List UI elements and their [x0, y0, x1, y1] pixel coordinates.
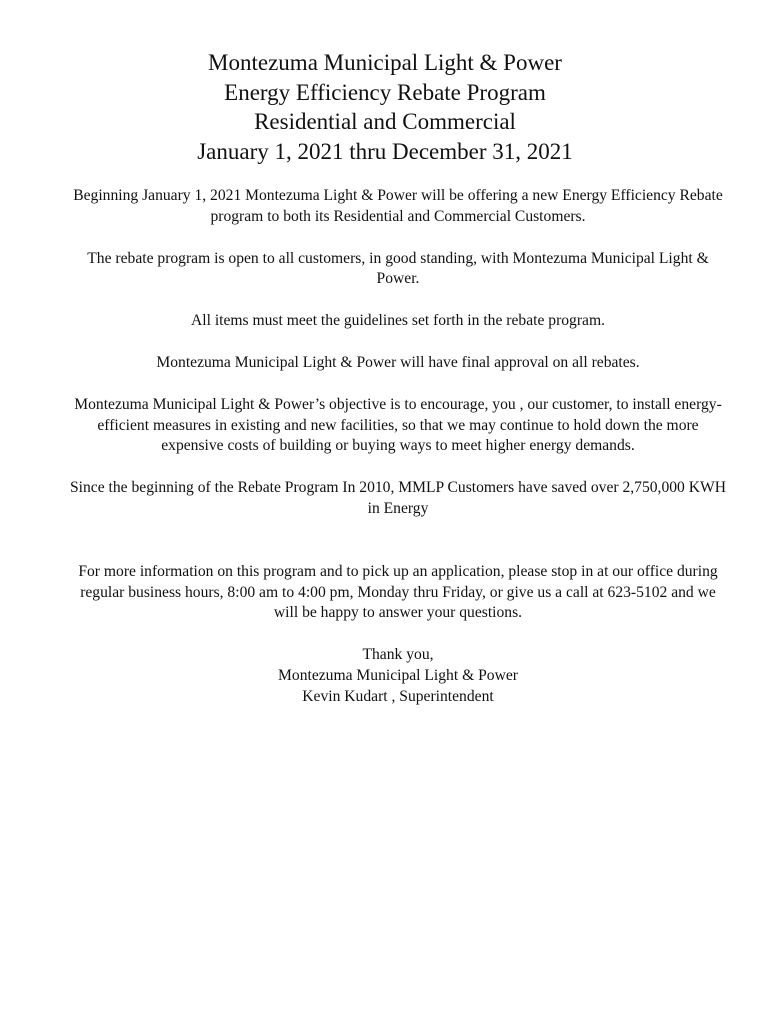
- intro-paragraph: Beginning January 1, 2021 Montezuma Light & Power will be offering a new Energy Efficiency Rebate program to both its Residential and Commercial Customers.: [73, 187, 723, 225]
- approval-paragraph: Montezuma Municipal Light & Power will have final approval on all rebates.: [156, 353, 640, 371]
- signature-block: [70, 645, 726, 707]
- header-organization: Montezuma Municipal Light & Power: [208, 50, 562, 75]
- eligibility-paragraph: The rebate program is open to all customers, in good standing, with Montezuma Municipal Light & Power.: [87, 249, 709, 288]
- header-date-range: January 1, 2021 thru December 31, 2021: [197, 138, 573, 164]
- header-program-title: Energy Efficiency Rebate Program: [224, 79, 546, 105]
- header-program-scope: Residential and Commercial: [254, 109, 516, 134]
- signature-organization: Montezuma Municipal Light & Power: [278, 666, 518, 684]
- signature-signer: Kevin Kudart , Superintendent: [302, 687, 494, 705]
- objective-paragraph: Montezuma Municipal Light & Power’s objective is to encourage, you , our customer, to install energy-efficient measures in existing and new facilities, so that we may continue to hold down the more expensive costs of building or buying ways to meet higher energy demands.: [74, 395, 722, 455]
- savings-paragraph: Since the beginning of the Rebate Program In 2010, MMLP Customers have saved over 2,750,000 KWH in Energy: [70, 479, 726, 517]
- guidelines-paragraph: All items must meet the guidelines set forth in the rebate program.: [191, 312, 605, 330]
- document-body: [70, 186, 726, 708]
- contact-paragraph: For more information on this program and to pick up an application, please stop in at our office during regular business hours, 8:00 am to 4:00 pm, Monday thru Friday, or give us a call at 623-5102 and we will be happy to answer your questions.: [78, 562, 718, 622]
- document-header: [0, 48, 770, 166]
- signature-closing: Thank you,: [362, 646, 434, 664]
